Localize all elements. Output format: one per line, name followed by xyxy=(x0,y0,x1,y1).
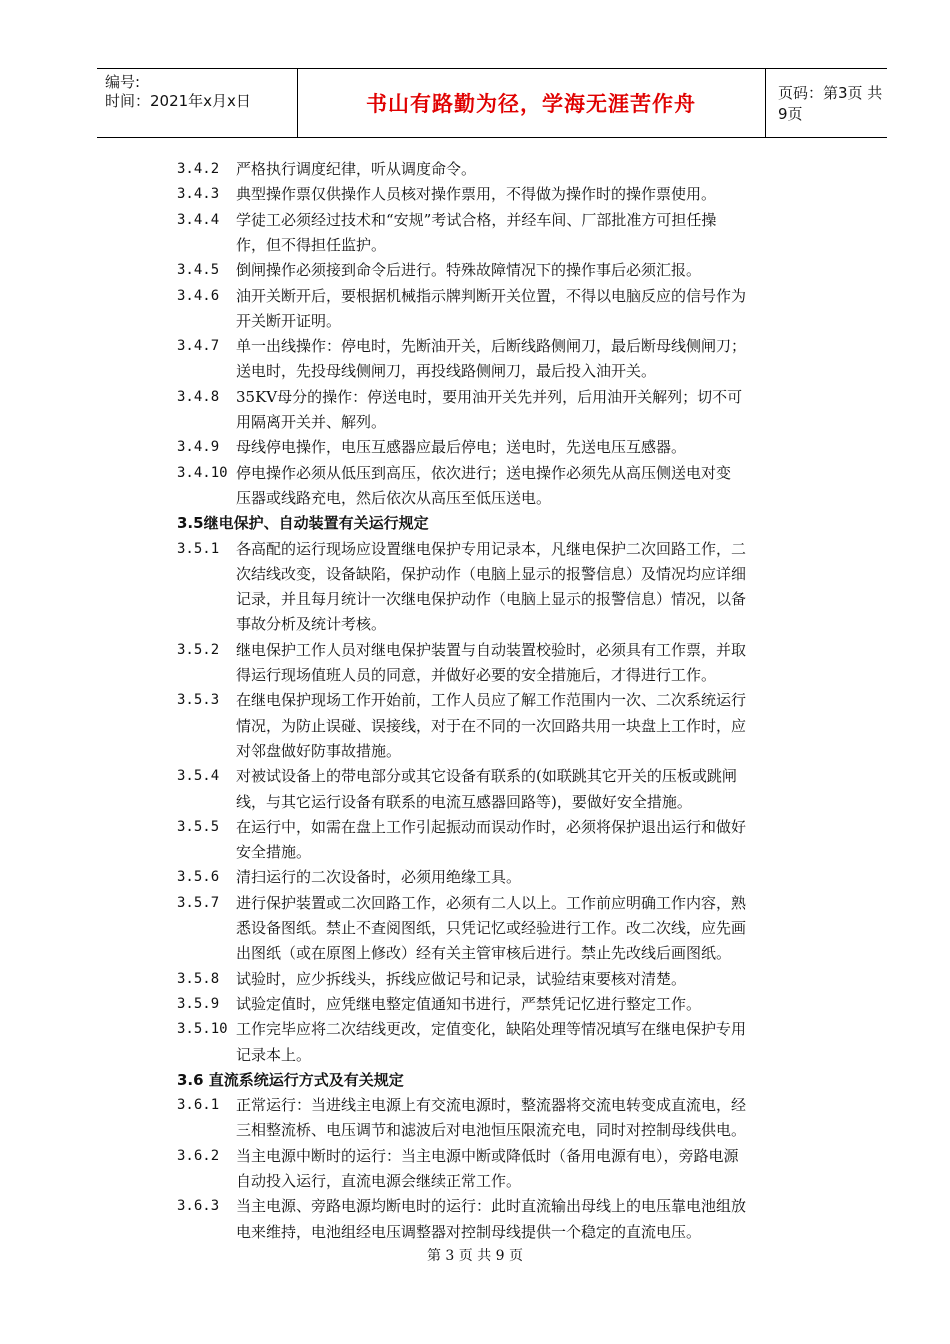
time-label: 时间：2021年x月x日 xyxy=(105,92,251,110)
clause-number: 3.4.9 xyxy=(177,439,220,456)
clause-text-line: 停电操作必须从低压到高压，依次进行；送电操作必须先从高压侧送电对变 xyxy=(236,463,732,482)
clause-text-line: 情况，为防止误碰、误接线，对于在不同的一次回路共用一块盘上工作时，应 xyxy=(236,716,747,735)
clause-number: 3.5.2 xyxy=(177,641,220,658)
doc-number-label: 编号: xyxy=(105,73,141,91)
section-heading: 3.5继电保护、自动装置有关运行规定 xyxy=(177,514,429,533)
motto-text: 书山有路勤为径，学海无涯苦作舟 xyxy=(366,91,696,116)
clause-text-line: 自动投入运行，直流电源会继续正常工作。 xyxy=(236,1172,522,1190)
clause-text-line: 得运行现场值班人员的同意，并做好必要的安全措施后，才得进行工作。 xyxy=(236,666,717,684)
clause-text-line: 电来维持，电池组经电压调整器对控制母线提供一个稳定的直流电压。 xyxy=(236,1222,702,1241)
clause-text-line: 当主电源、旁路电源均断电时的运行：此时直流输出母线上的电压靠电池组放 xyxy=(236,1197,747,1216)
clause-text-line: 对邻盘做好防事故措施。 xyxy=(236,741,402,760)
clause-text-line: 在运行中，如需在盘上工作引起振动而误动作时，必须将保护退出运行和做好 xyxy=(236,817,747,836)
clause-number: 3.5.3 xyxy=(177,692,220,709)
clause-text-line: 压器或线路充电，然后依次从高压至低压送电。 xyxy=(236,488,552,507)
clause-text-line: 倒闸操作必须接到命令后进行。特殊故障情况下的操作事后必须汇报。 xyxy=(236,261,702,280)
section-heading: 3.6 直流系统运行方式及有关规定 xyxy=(177,1070,404,1089)
clause-text-line: 对被试设备上的带电部分或其它设备有联系的(如联跳其它开关的压板或跳闸 xyxy=(236,767,737,786)
clause-number: 3.4.7 xyxy=(177,338,220,355)
clause-text-line: 当主电源中断时的运行：当主电源中断或降低时（备用电源有电），旁路电源 xyxy=(236,1146,739,1165)
clause-number: 3.4.6 xyxy=(177,287,220,304)
clause-number: 3.5.10 xyxy=(177,1021,228,1038)
clause-text-line: 作，但不得担任监护。 xyxy=(236,235,387,254)
clause-text-line: 安全措施。 xyxy=(236,843,312,862)
clause-number: 3.5.5 xyxy=(177,818,220,835)
clause-number: 3.6.2 xyxy=(177,1147,220,1164)
clause-number: 3.5.4 xyxy=(177,768,220,785)
clause-text-line: 油开关断开后，要根据机械指示牌判断开关位置，不得以电脑反应的信号作为 xyxy=(236,286,747,305)
clause-number: 3.5.1 xyxy=(177,540,220,557)
page-footer: 第 3 页 共 9 页 xyxy=(426,1248,524,1264)
clause-text-line: 用隔离开关并、解列。 xyxy=(236,413,387,431)
clause-number: 3.4.5 xyxy=(177,262,220,279)
clause-text-line: 严格执行调度纪律，听从调度命令。 xyxy=(236,160,477,178)
clause-number: 3.4.8 xyxy=(177,388,220,405)
clause-text-line: 清扫运行的二次设备时，必须用绝缘工具。 xyxy=(236,868,522,887)
clause-text-line: 母线停电操作，电压互感器应最后停电；送电时，先送电压互感器。 xyxy=(236,438,687,457)
clause-text-line: 学徒工必须经过技术和“安规”考试合格，并经车间、厂部批准方可担任操 xyxy=(236,210,717,229)
clause-number: 3.4.10 xyxy=(177,464,228,481)
clause-text-line: 线，与其它运行设备有联系的电流互感器回路等)，要做好安全措施。 xyxy=(236,792,692,811)
clause-number: 3.5.6 xyxy=(177,869,220,886)
clause-text-line: 继电保护工作人员对继电保护装置与自动装置校验时，必须具有工作票，并取 xyxy=(236,640,747,659)
clause-text-line: 事故分析及统计考核。 xyxy=(236,615,387,634)
clause-text-line: 正常运行：当进线主电源上有交流电源时，整流器将交流电转变成直流电，经 xyxy=(236,1096,747,1115)
clause-text-line: 悉设备图纸。禁止不查阅图纸，只凭记忆或经验进行工作。改二次线，应先画 xyxy=(236,919,747,937)
clause-number: 3.4.3 xyxy=(177,186,220,203)
clause-text-line: 工作完毕应将二次结线更改，定值变化，缺陷处理等情况填写在继电保护专用 xyxy=(236,1020,747,1039)
clause-text-line: 记录本上。 xyxy=(236,1045,312,1064)
clause-text-line: 记录，并且每月统计一次继电保护动作（电脑上显示的报警信息）情况，以备 xyxy=(236,590,747,609)
clause-number: 3.5.8 xyxy=(177,970,220,987)
clause-number: 3.6.3 xyxy=(177,1198,220,1215)
clause-text-line: 各高配的运行现场应设置继电保护专用记录本，凡继电保护二次回路工作，二 xyxy=(236,539,747,558)
clause-text-line: 典型操作票仅供操作人员核对操作票用，不得做为操作时的操作票使用。 xyxy=(236,185,717,204)
clause-text-line: 单一出线操作：停电时，先断油开关，后断线路侧闸刀，最后断母线侧闸刀； xyxy=(236,337,747,356)
clause-text-line: 试验时，应少拆线头，拆线应做记号和记录，试验结束要核对清楚。 xyxy=(236,969,687,988)
clause-number: 3.5.9 xyxy=(177,995,220,1012)
clause-text-line: 送电时，先投母线侧闸刀，再投线路侧闸刀，最后投入油开关。 xyxy=(236,362,657,381)
clause-number: 3.6.1 xyxy=(177,1097,220,1114)
clause-text-line: 次结线改变，设备缺陷，保护动作（电脑上显示的报警信息）及情况均应详细 xyxy=(236,564,747,583)
clause-number: 3.4.2 xyxy=(177,161,220,177)
clause-number: 3.5.7 xyxy=(177,894,220,911)
clause-text-line: 进行保护装置或二次回路工作，必须有二人以上。工作前应明确工作内容，熟 xyxy=(236,893,747,912)
clause-text-line: 开关断开证明。 xyxy=(236,311,342,330)
clause-text-line: 试验定值时，应凭继电整定值通知书进行，严禁凭记忆进行整定工作。 xyxy=(236,994,702,1013)
clause-text-line: 35KV母分的操作：停送电时，要用油开关先并列，后用油开关解列；切不可 xyxy=(236,387,743,406)
clause-text-line: 在继电保护现场工作开始前，工作人员应了解工作范围内一次、二次系统运行 xyxy=(236,691,747,710)
clause-number: 3.4.4 xyxy=(177,211,220,228)
clause-text-line: 出图纸（或在原图上修改）经有关主管审核后进行。禁止先改线后画图纸。 xyxy=(236,944,732,963)
page-info: 页码：第3页 共9页 xyxy=(778,84,883,123)
clause-text-line: 三相整流桥、电压调节和滤波后对电池恒压限流充电，同时对控制母线供电。 xyxy=(236,1121,747,1140)
